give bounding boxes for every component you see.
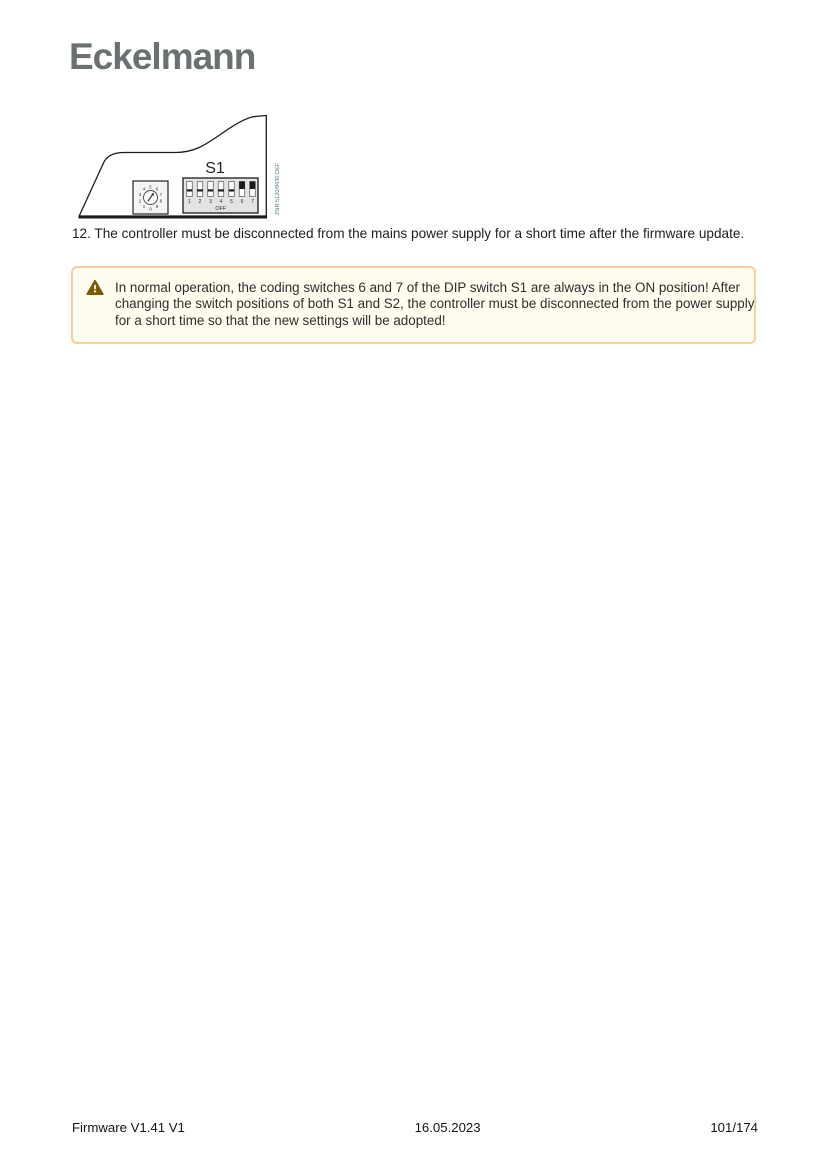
dip-switch-4 [218, 182, 224, 197]
dip-switch-3 [208, 182, 214, 197]
dip-switch-2 [197, 182, 203, 197]
dip-switch-numbers: 1 2 3 4 5 6 7 [188, 198, 254, 205]
dip-switch-1 [187, 182, 193, 197]
dip-switch-5 [229, 182, 235, 197]
rotary-digit: 7 [159, 191, 163, 197]
eckelmann-logo: Eckelmann [69, 36, 256, 77]
step-12-text: 12. The controller must be disconnected from the mains power supply for a short time after the firmware update. [72, 226, 745, 241]
dip-switch-6 [239, 182, 245, 197]
footer-page-number: 101/174 [710, 1120, 758, 1135]
dip-switch-s1 [183, 178, 258, 213]
dip-switch-off-label: OFF [215, 206, 227, 212]
footer-date: 16.05.2023 [414, 1120, 481, 1135]
board-outline-drawing [78, 111, 283, 219]
dip-switch-figure [78, 111, 283, 219]
rotary-digit: 3 [138, 191, 142, 197]
page-footer [72, 1120, 758, 1135]
rotary-digit: 4 [142, 186, 146, 192]
rotary-digit: 8 [159, 198, 163, 204]
rotary-switch [133, 181, 168, 214]
s1-label: S1 [205, 160, 225, 177]
rotary-digit: 6 [155, 186, 159, 192]
rotary-digit: 1 [142, 204, 146, 210]
warning-triangle-icon [86, 279, 104, 296]
rotary-digit: 0 [149, 206, 152, 212]
rotary-digit: 5 [149, 184, 152, 190]
rotary-digit: 2 [138, 198, 142, 204]
warning-text: In normal operation, the coding switches 6 and 7 of the DIP switch S1 are always in the ON position! After changing the switch positions of both S1 and S2, the controller must be disconnected from the power supply for a short time so that the new settings will be adopted! [115, 280, 755, 328]
drawing-number: ZNR 5120/9430 DEF [275, 162, 281, 215]
dip-switch-7 [250, 182, 256, 197]
footer-firmware-version: Firmware V1.41 V1 [72, 1120, 185, 1135]
rotary-digit: 9 [155, 204, 159, 210]
warning-note-box [71, 266, 756, 344]
